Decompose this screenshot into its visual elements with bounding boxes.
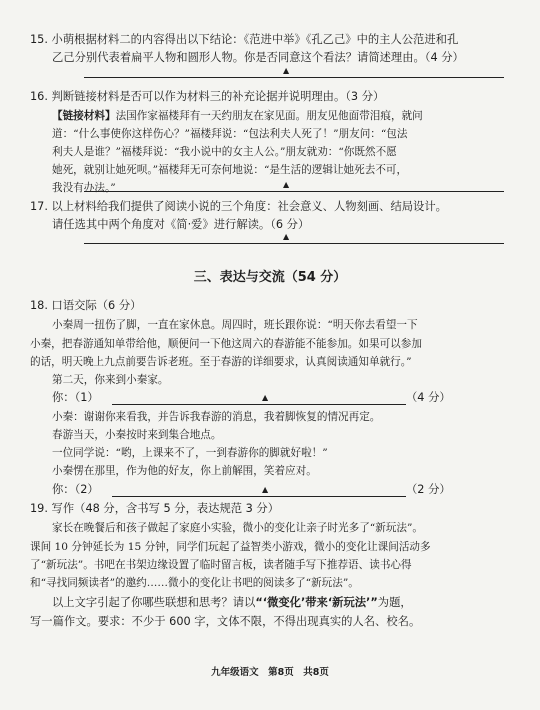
q16-line-4: 利夫人是谁？”福楼拜说：“我小说中的女主人公。”朋友就劝：“你既然不愿 bbox=[52, 146, 397, 158]
q18-answer-1-line[interactable] bbox=[112, 404, 406, 405]
q17-line-2: 请任选其中两个角度对《简·爱》进行解读。（6 分） bbox=[52, 218, 310, 231]
page-footer: 九年级语文 第8页 共8页 bbox=[211, 667, 329, 678]
q19-prompt-end: 为题， bbox=[377, 596, 412, 609]
q19-prompt-text: 以上文字引起了你哪些联想和思考？请以 bbox=[52, 596, 256, 609]
q16-answer-line bbox=[84, 191, 504, 192]
q15-line-1: 15. 小萌根据材料二的内容得出以下结论：《范进中举》《孔乙己》中的主人公范进和孔 bbox=[30, 33, 459, 46]
q16-line-6: 我没有办法。” bbox=[52, 182, 116, 194]
q17-answer-marker-icon: ▲ bbox=[283, 232, 290, 241]
q18-answer-2-score: （2 分） bbox=[406, 483, 451, 496]
q19-para-2: 课间 10 分钟延长为 15 分钟，同学们玩起了益智类小游戏，微小的变化让课间活动多 bbox=[30, 541, 431, 553]
q18-para-6: 一位同学说：“哟，上课来不了，一到春游你的脚就好啦！” bbox=[52, 447, 328, 459]
q19-para-4: 和“寻找同频读者”的邀约……微小的变化让书吧的阅读多了“新玩法”。 bbox=[30, 577, 359, 589]
q16-line-3: 道：“什么事使你这样伤心？”福楼拜说：“包法利夫人死了！”朋友问：“包法 bbox=[52, 128, 408, 140]
q17-line-1: 17. 以上材料给我们提供了阅读小说的三个角度：社会意义、人物刻画、结局设计。 bbox=[30, 200, 447, 213]
q17-answer-line bbox=[84, 243, 504, 244]
q18-title: 18. 口语交际（6 分） bbox=[30, 299, 142, 312]
q16-line-2: 法国作家福楼拜有一天约朋友在家见面。朋友见他面带泪痕，就问 bbox=[115, 110, 423, 122]
q19-requirements: 写一篇作文。要求：不少于 600 字，文体不限，不得出现真实的人名、校名。 bbox=[30, 615, 421, 628]
q18-answer-2-line[interactable] bbox=[112, 496, 406, 497]
q16-line-1: 16. 判断链接材料是否可以作为材料三的补充论据并说明理由。（3 分） bbox=[30, 90, 385, 103]
q18-answer-2-marker-icon: ▲ bbox=[262, 485, 269, 494]
q19-para-1: 家长在晚餐后和孩子做起了家庭小实验，微小的变化让亲子时光多了“新玩法”。 bbox=[52, 522, 424, 534]
q18-answer-1-marker-icon: ▲ bbox=[262, 393, 269, 402]
q18-answer-2-label: 你：（2） bbox=[52, 483, 99, 496]
q16-answer-marker-icon: ▲ bbox=[283, 180, 290, 189]
q18-para-7: 小秦愣在那里，作为他的好友，你上前解围，笑着应对。 bbox=[52, 465, 317, 477]
q18-para-1: 小秦周一扭伤了脚，一直在家休息。周四时，班长跟你说：“明天你去看望一下 bbox=[52, 319, 418, 331]
q15-line-2: 乙己分别代表着扁平人物和圆形人物。你是否同意这个看法？请简述理由。（4 分） bbox=[52, 51, 464, 64]
q18-para-5: 春游当天，小秦按时来到集合地点。 bbox=[52, 429, 222, 441]
q19-title: 19. 写作（48 分，含书写 5 分，表达规范 3 分） bbox=[30, 502, 280, 515]
q19-essay-topic: “‘微变化’带来‘新玩法’” bbox=[255, 596, 378, 609]
link-material-tag: 【链接材料】 bbox=[52, 110, 116, 122]
q19-prompt bbox=[52, 596, 412, 610]
q15-answer-line bbox=[84, 77, 504, 78]
q18-qin-reply: 小秦：谢谢你来看我，并告诉我春游的消息，我着脚恢复的情况再定。 bbox=[52, 411, 381, 423]
q18-para-4: 第二天，你来到小秦家。 bbox=[52, 374, 169, 386]
q18-para-2: 小秦，把春游通知单带给他，顺便问一下他这周六的春游能不能参加。如果可以参加 bbox=[30, 338, 422, 350]
section-3-heading: 三、表达与交流（54 分） bbox=[193, 270, 347, 285]
q18-answer-1-label: 你：（1） bbox=[52, 391, 99, 404]
q16-line-5: 她死，就别让她死呗。”福楼拜无可奈何地说：“是生活的逻辑让她死去不可， bbox=[52, 164, 408, 176]
q19-para-3: 了“新玩法”。书吧在书架边缘设置了临时留言板，读者随手写下推荐语、读书心得 bbox=[30, 559, 412, 571]
q15-answer-marker-icon: ▲ bbox=[283, 66, 290, 75]
q18-answer-1-score: （4 分） bbox=[406, 391, 451, 404]
q16-link-material bbox=[52, 109, 423, 123]
q18-para-3: 的话，明天晚上九点前要告诉老班。至于春游的详细要求，认真阅读通知单就行。” bbox=[30, 356, 412, 368]
